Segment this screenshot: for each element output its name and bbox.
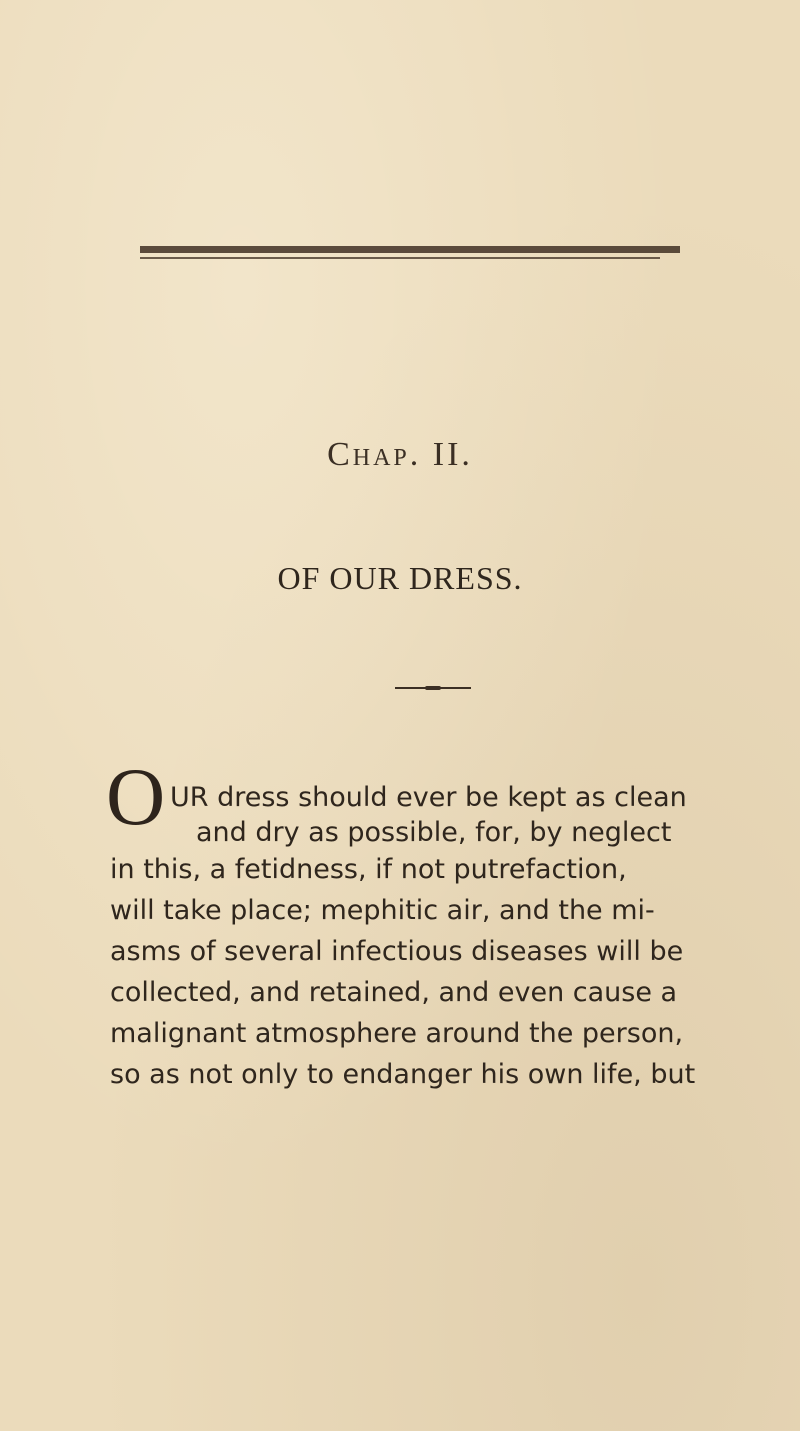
body-text-line: asms of several infectious diseases will be xyxy=(110,936,684,967)
chapter-heading: Chap. II. xyxy=(327,436,473,473)
thin-rule xyxy=(140,257,660,259)
body-text-line: malignant atmosphere around the person, xyxy=(110,1018,684,1049)
body-text-line: UR dress should ever be kept as clean xyxy=(170,782,687,813)
header-ornamental-rule xyxy=(140,246,680,262)
dash-ornament xyxy=(395,686,471,690)
chapter-title: OF OUR DRESS. xyxy=(277,560,523,596)
ornament-center xyxy=(425,686,441,690)
body-text-line: so as not only to endanger his own life, but xyxy=(110,1059,696,1090)
body-text-line: in this, a fetidness, if not putrefaction, xyxy=(110,854,627,885)
body-text-line: and dry as possible, for, by neglect xyxy=(196,817,672,848)
thick-rule xyxy=(140,246,680,253)
body-text-line: collected, and retained, and even cause a xyxy=(110,977,678,1008)
drop-cap-letter: O xyxy=(106,751,166,842)
body-text-line: will take place; mephitic air, and the mi- xyxy=(110,895,655,926)
